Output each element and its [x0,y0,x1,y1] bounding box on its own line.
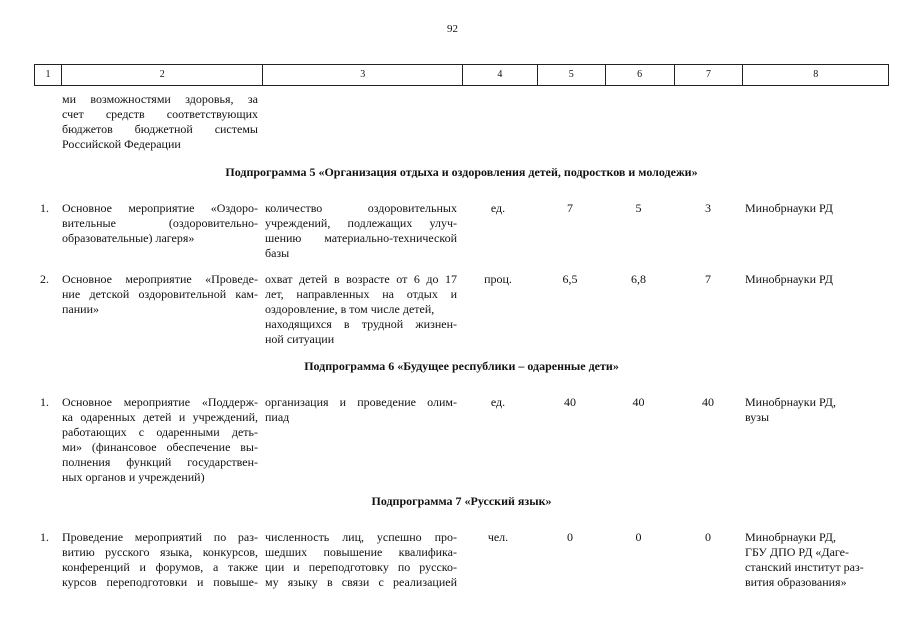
indicator-line: ции и переподготовку по русско- [265,560,457,574]
header-col-6: 6 [606,65,675,85]
responsible-line: станский институт раз- [745,560,864,574]
event-line: Основное мероприятие «Проведе- [62,272,258,286]
event-line: ние детской оздоровительной кам- [62,287,258,301]
indicator-cell [265,530,457,590]
row-number: 2. [40,272,49,286]
responsible-cell [745,201,885,216]
table-header-row [34,64,889,86]
event-line: курсов переподготовки и повыше- [62,575,258,589]
event-line: Проведение мероприятий по раз- [62,530,258,544]
event-cell [62,395,258,485]
event-cell [62,530,258,590]
header-col-7: 7 [675,65,744,85]
responsible-line: вития образования» [745,575,847,589]
value-col5: 6,5 [562,272,578,286]
responsible-line: Минобрнауки РД [745,201,833,215]
header-col-4: 4 [463,65,538,85]
value-col5: 7 [567,201,573,215]
indicator-line: му языку в связи с реализацией [265,575,457,589]
event-line: образовательные) лагеря» [62,231,195,245]
event-line: вительные (оздоровительно- [62,216,258,230]
responsible-line: ГБУ ДПО РД «Даге- [745,545,849,559]
event-line: Основное мероприятие «Оздоро- [62,201,258,215]
event-cell [62,201,258,246]
event-line: конференций и форумов, а также [62,560,258,574]
row-number: 1. [40,395,49,409]
responsible-line: Минобрнауки РД [745,272,833,286]
event-line: полнения функций государствен- [62,455,258,469]
continuation-line: бюджетов бюджетной системы [62,122,258,136]
indicator-cell [265,201,457,261]
page-number: 92 [447,23,458,35]
responsible-line: Минобрнауки РД, [745,395,836,409]
value-col6: 0 [635,530,642,544]
header-col-2: 2 [62,65,264,85]
continuation-text [62,92,258,152]
event-cell [62,272,258,317]
continuation-line: счет средств соответствующих [62,107,258,121]
unit-cell: ед. [490,395,506,409]
header-col-1: 1 [35,65,62,85]
event-line: пании» [62,302,100,316]
indicator-cell [265,395,457,425]
value-col7: 7 [705,272,711,286]
value-col6: 5 [635,201,642,215]
event-line: витию русского языка, конкурсов, [62,545,258,559]
value-col7: 3 [705,201,711,215]
indicator-line: количество оздоровительных [265,201,457,215]
section-title-5: Подпрограмма 5 «Организация отдыха и оздоровления детей, подростков и молодежи» [225,165,698,179]
value-col5: 40 [564,395,576,409]
event-line: ми» (финансовое обеспечение вы- [62,440,258,454]
indicator-line: шедших повышение квалифика- [265,545,457,559]
header-col-5: 5 [538,65,606,85]
indicator-line: шению материально-технической [265,231,457,245]
value-col6: 6,8 [631,272,646,286]
event-line: ных органов и учреждений) [62,470,205,484]
indicator-line: охват детей в возрасте от 6 до 17 [265,272,457,286]
responsible-line: Минобрнауки РД, [745,530,836,544]
event-line: ка одаренных детей и учреждений, [62,410,258,424]
indicator-line: лет, направленных на отдых и [265,287,457,301]
value-col7: 0 [705,530,711,544]
responsible-line: вузы [745,410,770,424]
responsible-cell [745,272,885,287]
indicator-line: численность лиц, успешно про- [265,530,457,544]
unit-cell: проц. [484,272,512,286]
continuation-line: ми возможностями здоровья, за [62,92,258,106]
section-title-6: Подпрограмма 6 «Будущее республики – одаренные дети» [304,359,619,373]
indicator-cell [265,272,457,347]
continuation-line: Российской Федерации [62,137,181,151]
unit-cell: ед. [490,201,506,215]
value-col5: 0 [567,530,573,544]
row-number: 1. [40,530,49,544]
responsible-cell [745,530,885,590]
value-col6: 40 [632,395,645,409]
unit-cell: чел. [487,530,509,544]
responsible-cell [745,395,885,425]
section-title-7: Подпрограмма 7 «Русский язык» [371,494,552,508]
event-line: Основное мероприятие «Поддерж- [62,395,258,409]
indicator-line: организация и проведение олим- [265,395,457,409]
value-col7: 40 [702,395,714,409]
indicator-line: пиад [265,410,290,424]
indicator-line: ной ситуации [265,332,335,346]
indicator-line: базы [265,246,290,260]
row-number: 1. [40,201,49,215]
header-col-3: 3 [263,65,463,85]
indicator-line: находящихся в трудной жизнен- [265,317,457,331]
indicator-line: оздоровление, в том числе детей, [265,302,435,316]
indicator-line: учреждений, подлежащих улуч- [265,216,457,230]
event-line: работающих с одаренными деть- [62,425,258,439]
header-col-8: 8 [813,69,819,80]
